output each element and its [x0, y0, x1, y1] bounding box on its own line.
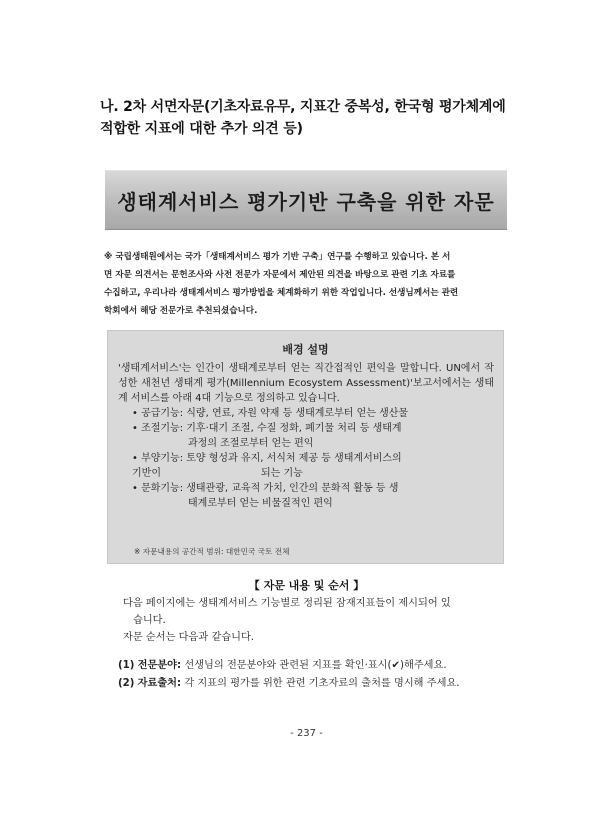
title-banner: 생태계서비스 평가기반 구축을 위한 자문: [105, 170, 507, 230]
instruction-item-2-label: 자료출처:: [137, 678, 182, 689]
instruction-item-1-number: (1): [118, 660, 135, 671]
intro-line-3: 수집하고, 우리나라 생태계서비스 평가방법을 체계화하기 위한 작업입니다. 선생님께서는 관련: [104, 288, 459, 298]
instruction-item-1-label: 전문분야:: [137, 660, 182, 671]
background-box: [107, 330, 504, 564]
instruction-item-2-number: (2): [118, 678, 135, 689]
background-footnote: ※ 자문내용의 공간적 범위: 대한민국 국토 전체: [134, 547, 290, 556]
heading-line-2: 적합한 지표에 대한 추가 의견 등): [100, 121, 303, 137]
consultation-section-title: 【 자문 내용 및 순서 】: [248, 579, 365, 592]
bullet-cultural: [118, 481, 494, 511]
background-paragraph: '생태계서비스'는 인간이 생태계로부터 얻는 직간접적인 편익을 말합니다. UN에서 작성한 새천년 생태계 평가(Millennium Ecosystem Assessment)'보고서에서는 생태계 서비스를 아래 4대 기능으로 정의하고 있습니다.: [118, 363, 494, 404]
bullet-supporting-line-1: • 부양기능: 토양 형성과 유지, 서식처 제공 등 생태계서비스의: [132, 453, 402, 464]
bullet-provisioning: • 공급기능: 식량, 연료, 자원 약재 등 생태계로부터 얻는 생산물: [132, 408, 409, 419]
bullet-regulating: [118, 421, 494, 451]
section-heading: [100, 96, 530, 140]
bullet-supporting-rest: 되는 기능: [260, 468, 303, 479]
instruction-item-2: [118, 675, 460, 692]
page-number: - 237 -: [290, 728, 323, 739]
consultation-paragraph-1-line-2: 습니다.: [133, 615, 166, 626]
consultation-paragraph-1-line-1: 다음 페이지에는 생태계서비스 기능별로 정리된 잠재지표들이 제시되어 있: [123, 598, 451, 609]
instruction-item-1: [118, 657, 447, 674]
intro-line-1: ※ 국립생태원에서는 국가「생태계서비스 평가 기반 구축」연구를 수행하고 있습니다. 본 서: [104, 252, 451, 262]
consultation-paragraph-2: 자문 순서는 다음과 같습니다.: [123, 632, 255, 643]
bullet-regulating-line-2: 과정의 조절로부터 얻는 편익: [188, 438, 314, 449]
bullet-regulating-line-1: • 조절기능: 기후·대기 조절, 수질 정화, 폐기물 처리 등 생태계: [132, 423, 402, 434]
intro-line-2: 면 자문 의견서는 문헌조사와 사전 전문가 자문에서 제안된 의견을 바탕으로 관련 기초 자료를: [104, 270, 456, 280]
heading-line-1: 나. 2차 서면자문(기초자료유무, 지표간 중복성, 한국형 평가체계에: [100, 99, 506, 115]
instruction-item-1-text: 선생님의 전문분야와 관련된 지표를 확인·표시(✔)해주세요.: [181, 660, 447, 671]
bullet-cultural-line-2: 태계로부터 얻는 비물질적인 편익: [188, 498, 333, 509]
consultation-paragraph-1: [123, 595, 503, 629]
bullet-cultural-line-1: • 문화기능: 생태관광, 교육적 가치, 인간의 문화적 활동 등 생: [132, 483, 399, 494]
background-box-body: [118, 361, 494, 511]
intro-line-4: 학회에서 해당 전문가로 추천되셨습니다.: [104, 306, 258, 316]
bullet-supporting: [118, 451, 494, 481]
intro-notice: [104, 248, 508, 320]
bullet-supporting-line-2: [132, 466, 494, 481]
bullet-supporting-word: 기반이: [132, 468, 161, 479]
background-box-title: 배경 설명: [282, 343, 329, 356]
instruction-item-2-text: 각 지표의 평가를 위한 관련 기초자료의 출처를 명시해 주세요.: [181, 678, 460, 689]
